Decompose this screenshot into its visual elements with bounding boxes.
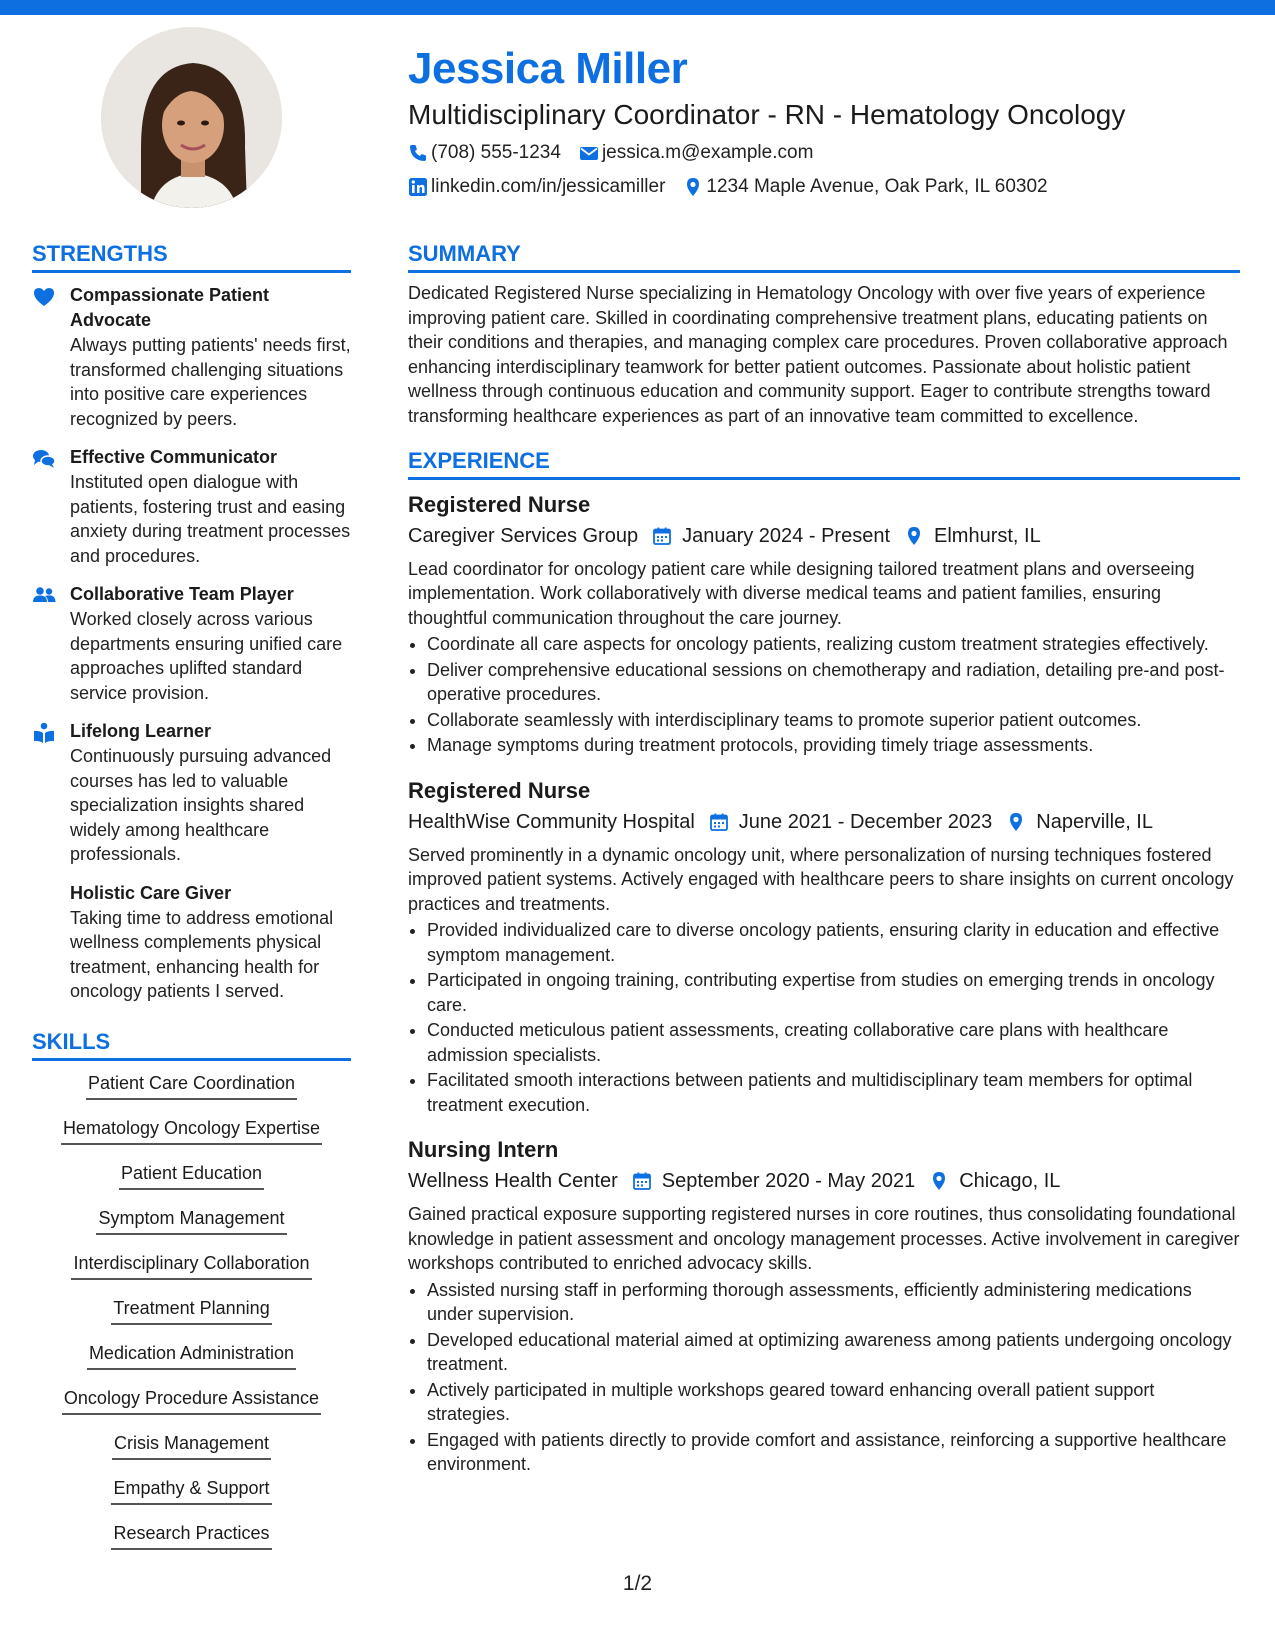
resume-header	[408, 40, 1248, 202]
job-bullet: • Coordinate all care aspects for oncology patients, realizing custom treatment strategies effectively.	[427, 632, 1240, 657]
contact-phone[interactable]	[408, 142, 561, 164]
address-text: 1234 Maple Avenue, Oak Park, IL 60302	[706, 176, 1048, 197]
job-location	[1006, 806, 1153, 838]
top-accent-bar	[0, 0, 1275, 15]
profile-photo	[101, 27, 282, 208]
skill-tag: Research Practices	[111, 1521, 271, 1550]
strength-desc: Always putting patients' needs first, transformed challenging situations into positive care experiences recognized by peers.	[70, 335, 351, 429]
calendar-icon	[632, 1171, 652, 1191]
summary-heading: SUMMARY	[408, 238, 1240, 273]
job-bullet: • Manage symptoms during treatment protocols, providing timely triage assessments.	[427, 733, 1240, 758]
job-location	[929, 1165, 1060, 1197]
comments-icon	[32, 448, 56, 470]
job-entry	[408, 490, 1240, 758]
job-meta	[408, 1165, 1240, 1197]
job-dates	[709, 806, 993, 838]
heart-icon	[32, 286, 56, 308]
strength-item	[32, 582, 351, 705]
job-bullet: • Facilitated smooth interactions between patients and multidisciplinary team members for optimal treatment execution.	[427, 1068, 1240, 1117]
contact-row-2	[408, 172, 1248, 202]
map-pin-icon	[1006, 812, 1026, 832]
candidate-title: Multidisciplinary Coordinator - RN - Hematology Oncology	[408, 99, 1126, 130]
job-bullet: • Deliver comprehensive educational sessions on chemotherapy and radiation, detailing pre-and post-operative procedures.	[427, 658, 1240, 707]
candidate-name: Jessica Miller	[408, 44, 688, 93]
job-dates-text: January 2024 - Present	[682, 524, 890, 547]
job-bullet: • Engaged with patients directly to provide comfort and assistance, reinforcing a supportive healthcare environment.	[427, 1428, 1240, 1477]
strength-desc: Instituted open dialogue with patients, fostering trust and easing anxiety during treatment processes and procedures.	[70, 472, 351, 566]
job-location-text: Chicago, IL	[959, 1170, 1061, 1193]
phone-text: (708) 555-1234	[431, 142, 561, 163]
skill-tag: Patient Education	[119, 1161, 264, 1190]
skill-tag: Patient Care Coordination	[86, 1071, 297, 1100]
summary-text: Dedicated Registered Nurse specializing in Hematology Oncology with over five years of experience improving patient care. Skilled in coordinating comprehensive treatment plans, educating patients on their conditions and therapies, and managing complex care procedures. Proven collaborative approach enhancing interdisciplinary teamwork for better patient outcomes. Passionate about holistic patient wellness through continuous education and community support. Eager to contribute strengths toward transforming healthcare experiences as part of an innovative team committed to excellence.	[408, 283, 1228, 426]
calendar-icon	[709, 812, 729, 832]
job-location-text: Elmhurst, IL	[934, 524, 1041, 547]
strength-desc: Taking time to address emotional wellness complements physical treatment, enhancing health for oncology patients I served.	[70, 907, 334, 1001]
job-bullet: • Collaborate seamlessly with interdisciplinary teams to promote superior patient outcomes.	[427, 708, 1240, 733]
job-bullet: • Assisted nursing staff in performing thorough assessments, efficiently administering medications under supervision.	[427, 1278, 1240, 1327]
skill-tag: Medication Administration	[87, 1341, 296, 1370]
job-entry	[408, 1135, 1240, 1477]
contact-row-1	[408, 138, 1248, 168]
skill-tag: Crisis Management	[112, 1431, 271, 1460]
strengths-heading: STRENGTHS	[32, 238, 351, 273]
job-dates-text: September 2020 - May 2021	[661, 1170, 916, 1193]
envelope-icon	[579, 143, 599, 163]
job-title: Registered Nurse	[408, 777, 591, 803]
job-description: Lead coordinator for oncology patient care while designing tailored treatment plans and overseeing implementation. Work collaboratively with diverse medical teams and patient families, ensuring thoughtful communication throughout the care journey.	[408, 558, 1195, 628]
contact-linkedin[interactable]	[408, 176, 665, 198]
job-bullet: • Conducted meticulous patient assessments, creating collaborative care plans with healthcare admission specialists.	[427, 1018, 1240, 1067]
skill-tag: Hematology Oncology Expertise	[61, 1116, 322, 1145]
job-dates	[652, 520, 890, 552]
job-description: Gained practical exposure supporting registered nurses in core routines, thus consolidating foundational knowledge in patient assessment and oncology management processes. Active involvement in caregiver workshops contributed to enriched advocacy skills.	[408, 1204, 1240, 1274]
users-icon	[32, 585, 56, 607]
skills-list	[32, 1071, 351, 1566]
right-column	[408, 238, 1240, 1495]
strength-item	[32, 881, 351, 1004]
left-column	[32, 238, 351, 1566]
strength-item	[32, 445, 351, 568]
strength-desc: Continuously pursuing advanced courses has led to valuable specialization insights shared widely among healthcare professionals.	[70, 746, 332, 864]
map-pin-icon	[904, 526, 924, 546]
job-bullet: • Actively participated in multiple workshops geared toward enhancing overall patient support strategies.	[427, 1378, 1240, 1427]
page-number: 1/2	[622, 1572, 653, 1595]
email-text: jessica.m@example.com	[601, 142, 814, 163]
skills-heading: SKILLS	[32, 1026, 351, 1061]
job-bullets	[408, 1278, 1240, 1477]
job-title: Nursing Intern	[408, 1137, 559, 1163]
linkedin-icon	[408, 177, 428, 197]
job-dates	[632, 1165, 916, 1197]
skill-tag: Treatment Planning	[111, 1296, 271, 1325]
job-bullet: • Provided individualized care to diverse oncology patients, ensuring clarity in education and effective symptom management.	[427, 918, 1240, 967]
job-company: Wellness Health Center	[408, 1170, 618, 1193]
job-dates-text: June 2021 - December 2023	[738, 810, 993, 833]
job-location-text: Naperville, IL	[1036, 810, 1153, 833]
calendar-icon	[652, 526, 672, 546]
contact-address	[683, 176, 1047, 198]
job-bullets	[408, 918, 1240, 1117]
job-location	[904, 520, 1041, 552]
job-company: Caregiver Services Group	[408, 524, 639, 547]
job-title: Registered Nurse	[408, 491, 591, 517]
map-pin-icon	[683, 177, 703, 197]
portrait-illustration	[101, 27, 282, 208]
contact-email[interactable]	[579, 142, 813, 164]
strength-desc: Worked closely across various departments ensuring unified care approaches uplifted standard service provision.	[70, 609, 343, 703]
strength-title: Collaborative Team Player	[70, 584, 294, 604]
strength-item	[32, 283, 351, 431]
strength-title: Compassionate Patient Advocate	[70, 285, 270, 330]
job-meta	[408, 520, 1240, 552]
strength-item	[32, 719, 351, 867]
skill-tag: Interdisciplinary Collaboration	[71, 1251, 311, 1280]
strength-title: Holistic Care Giver	[70, 882, 232, 903]
linkedin-text: linkedin.com/in/jessicamiller	[431, 176, 666, 197]
strength-title: Effective Communicator	[70, 447, 278, 467]
phone-icon	[408, 143, 428, 163]
skill-tag: Empathy & Support	[111, 1476, 271, 1505]
job-bullets	[408, 632, 1240, 758]
skill-tag: Oncology Procedure Assistance	[62, 1386, 321, 1415]
job-company: HealthWise Community Hospital	[408, 810, 695, 833]
book-reader-icon	[32, 722, 56, 744]
job-meta	[408, 806, 1240, 838]
job-entry	[408, 776, 1240, 1118]
job-description: Served prominently in a dynamic oncology unit, where personalization of nursing techniques fostered improved patient systems. Actively engaged with healthcare peers to share insights on current oncology practices and treatments.	[408, 844, 1234, 914]
skill-tag: Symptom Management	[96, 1206, 286, 1235]
experience-heading: EXPERIENCE	[408, 445, 1240, 480]
map-pin-icon	[929, 1171, 949, 1191]
strength-title: Lifelong Learner	[70, 721, 212, 741]
job-bullet: • Participated in ongoing training, contributing expertise from studies on emerging trends in oncology care.	[427, 968, 1240, 1017]
job-bullet: • Developed educational material aimed at optimizing awareness among patients undergoing oncology treatment.	[427, 1328, 1240, 1377]
